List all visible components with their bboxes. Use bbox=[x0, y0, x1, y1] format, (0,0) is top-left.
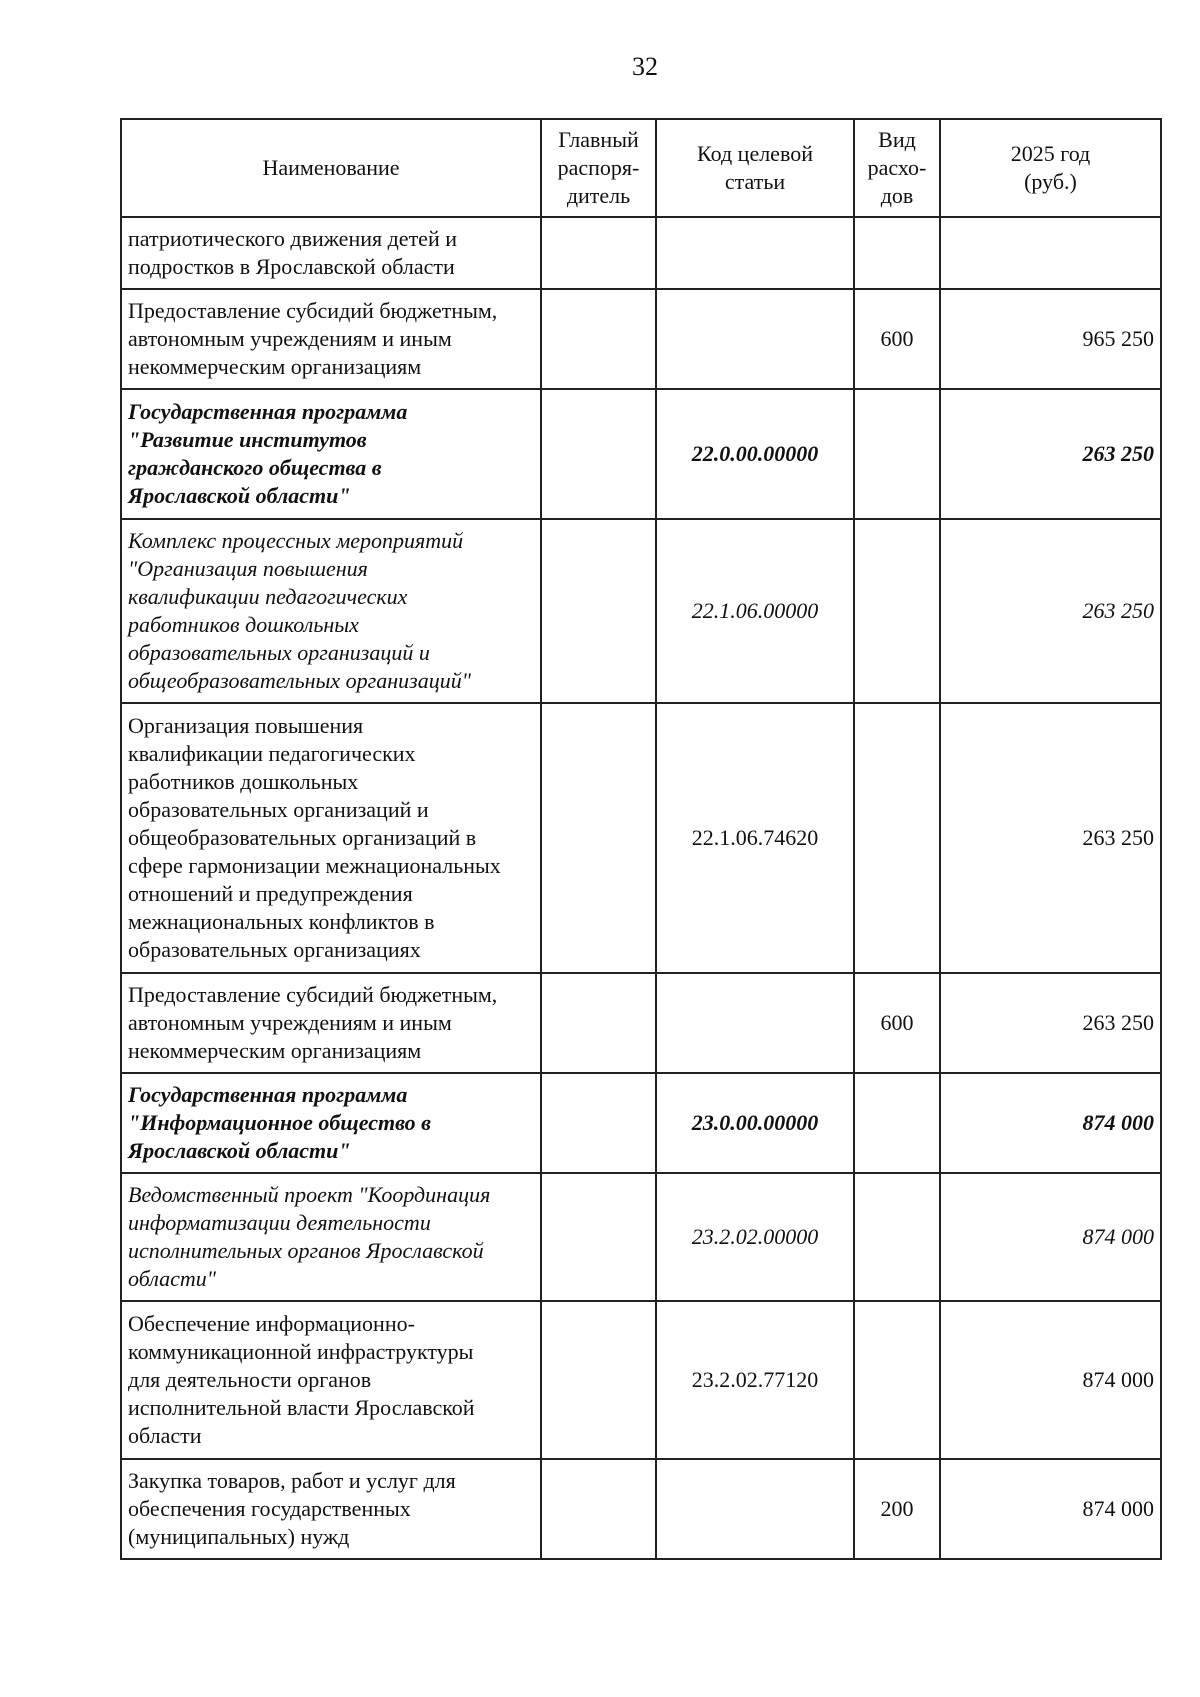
row-amount: 874 000 bbox=[940, 1073, 1161, 1173]
row-type bbox=[854, 703, 940, 973]
column-header-type: Вид расхо- дов bbox=[854, 119, 940, 217]
row-amount: 263 250 bbox=[940, 519, 1161, 703]
row-type bbox=[854, 217, 940, 289]
row-manager bbox=[541, 703, 656, 973]
row-manager bbox=[541, 289, 656, 389]
row-name: патриотического движения детей и подростков в Ярославской области bbox=[121, 217, 541, 289]
table-row bbox=[121, 217, 1161, 289]
row-name: Закупка товаров, работ и услуг для обеспечения государственных (муниципальных) нужд bbox=[121, 1459, 541, 1559]
row-name: Обеспечение информационно- коммуникационной инфраструктуры для деятельности органов исполнительной власти Ярославской области bbox=[121, 1301, 541, 1459]
table-row-subprogram bbox=[121, 519, 1161, 703]
table-row bbox=[121, 703, 1161, 973]
row-code bbox=[656, 217, 854, 289]
row-type bbox=[854, 389, 940, 519]
row-code: 22.0.00.00000 bbox=[656, 389, 854, 519]
row-amount: 263 250 bbox=[940, 703, 1161, 973]
row-amount: 263 250 bbox=[940, 389, 1161, 519]
column-header-name: Наименование bbox=[121, 119, 541, 217]
row-manager bbox=[541, 973, 656, 1073]
budget-table bbox=[120, 118, 1162, 1560]
row-code: 23.2.02.77120 bbox=[656, 1301, 854, 1459]
row-name: Комплекс процессных мероприятий "Организация повышения квалификации педагогических работников дошкольных образовательных организаций и общеобразовательных организаций" bbox=[121, 519, 541, 703]
row-amount: 874 000 bbox=[940, 1173, 1161, 1301]
row-type: 200 bbox=[854, 1459, 940, 1559]
row-manager bbox=[541, 217, 656, 289]
row-amount: 263 250 bbox=[940, 973, 1161, 1073]
row-code: 23.0.00.00000 bbox=[656, 1073, 854, 1173]
column-header-code: Код целевой статьи bbox=[656, 119, 854, 217]
row-amount: 874 000 bbox=[940, 1459, 1161, 1559]
row-type bbox=[854, 1301, 940, 1459]
row-type bbox=[854, 1073, 940, 1173]
row-name: Государственная программа "Развитие институтов гражданского общества в Ярославской области" bbox=[121, 389, 541, 519]
table-row-program bbox=[121, 1073, 1161, 1173]
row-amount bbox=[940, 217, 1161, 289]
row-name: Ведомственный проект "Координация информатизации деятельности исполнительных органов Ярославской области" bbox=[121, 1173, 541, 1301]
row-code bbox=[656, 289, 854, 389]
row-name: Государственная программа "Информационное общество в Ярославской области" bbox=[121, 1073, 541, 1173]
row-code bbox=[656, 1459, 854, 1559]
table-header-row bbox=[121, 119, 1161, 217]
row-code: 22.1.06.00000 bbox=[656, 519, 854, 703]
row-type bbox=[854, 1173, 940, 1301]
row-manager bbox=[541, 1301, 656, 1459]
row-manager bbox=[541, 1073, 656, 1173]
row-name: Предоставление субсидий бюджетным, автономным учреждениям и иным некоммерческим организациям bbox=[121, 289, 541, 389]
column-header-manager: Главный распоря- дитель bbox=[541, 119, 656, 217]
row-type: 600 bbox=[854, 289, 940, 389]
row-code: 23.2.02.00000 bbox=[656, 1173, 854, 1301]
row-code: 22.1.06.74620 bbox=[656, 703, 854, 973]
table-row bbox=[121, 973, 1161, 1073]
row-type bbox=[854, 519, 940, 703]
table-row bbox=[121, 1459, 1161, 1559]
column-header-amount: 2025 год (руб.) bbox=[940, 119, 1161, 217]
table-row bbox=[121, 289, 1161, 389]
row-type: 600 bbox=[854, 973, 940, 1073]
row-code bbox=[656, 973, 854, 1073]
row-name: Предоставление субсидий бюджетным, автономным учреждениям и иным некоммерческим организациям bbox=[121, 973, 541, 1073]
table-row-program bbox=[121, 389, 1161, 519]
page-number: 32 bbox=[632, 52, 658, 81]
table-row-subprogram bbox=[121, 1173, 1161, 1301]
row-amount: 874 000 bbox=[940, 1301, 1161, 1459]
row-manager bbox=[541, 389, 656, 519]
row-manager bbox=[541, 1173, 656, 1301]
row-manager bbox=[541, 1459, 656, 1559]
row-manager bbox=[541, 519, 656, 703]
row-name: Организация повышения квалификации педагогических работников дошкольных образовательных организаций и общеобразовательных организаций в сфере гармонизации межнациональных отношений и предупреждения межнациональных конфликтов в образовательных организациях bbox=[121, 703, 541, 973]
table-row bbox=[121, 1301, 1161, 1459]
row-amount: 965 250 bbox=[940, 289, 1161, 389]
